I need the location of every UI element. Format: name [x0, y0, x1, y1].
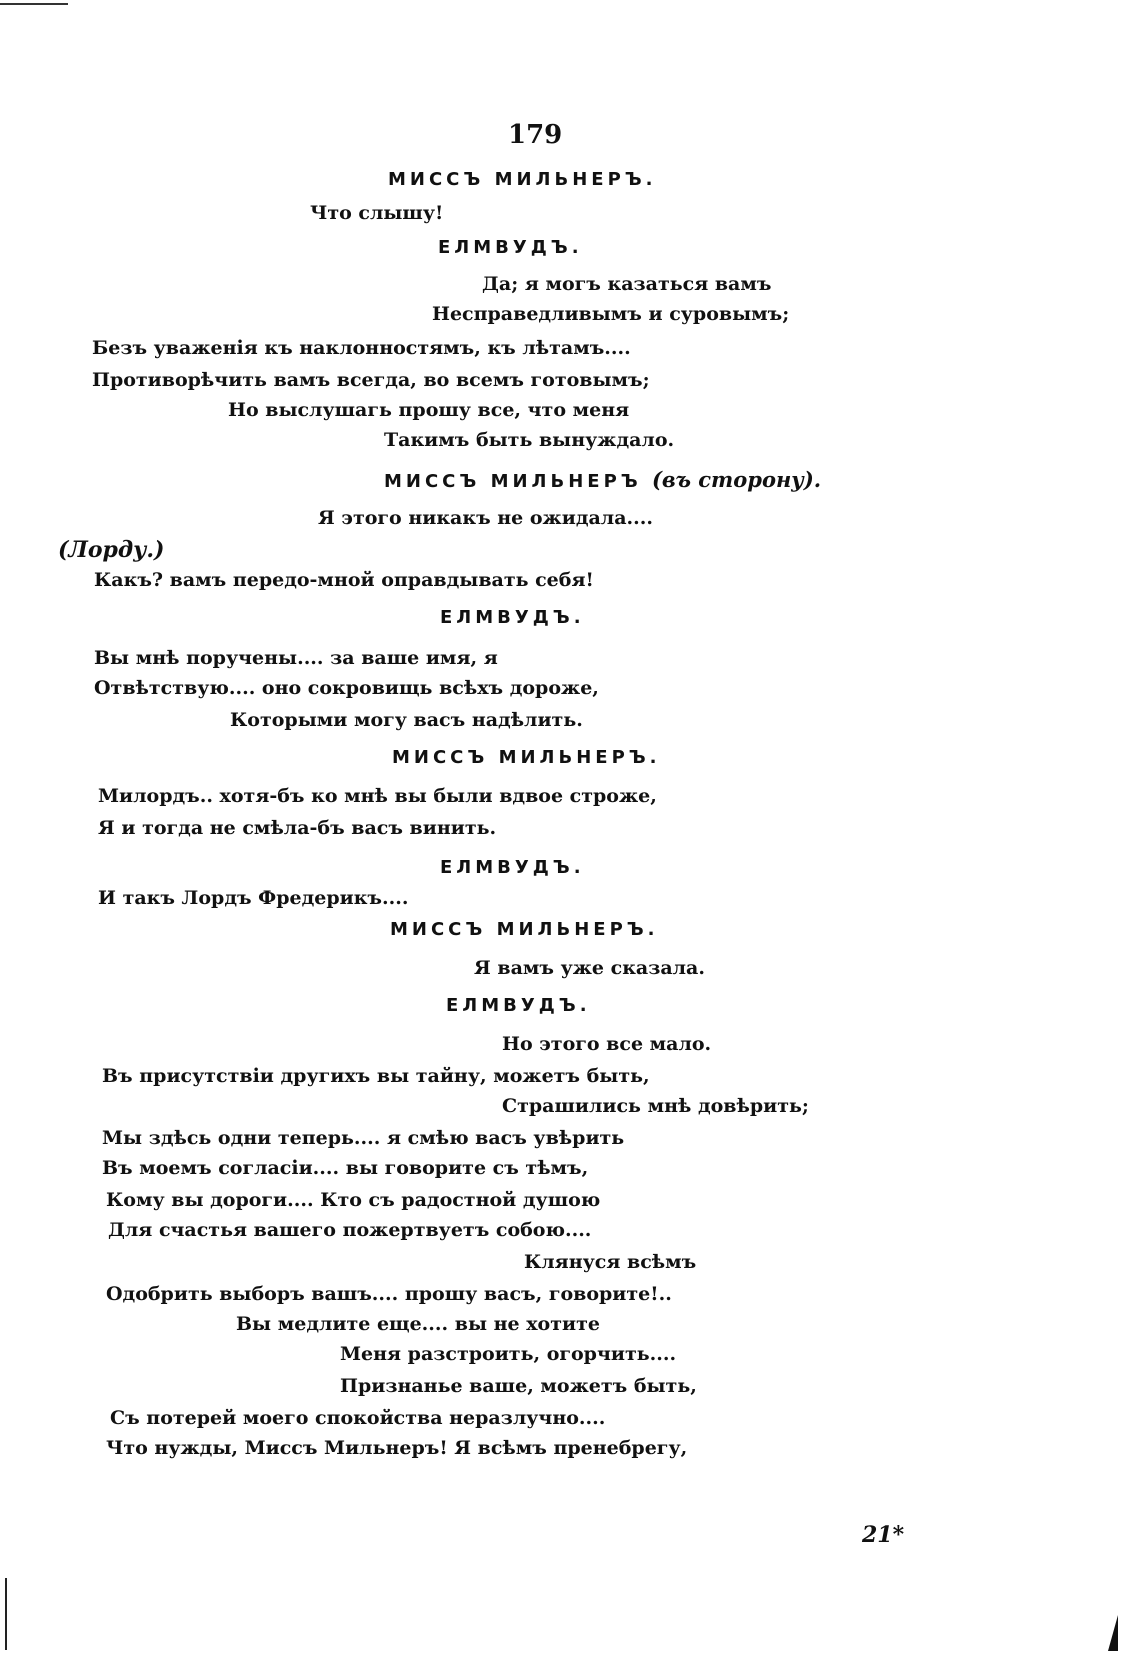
line-text: Страшились мнѣ довѣрить;	[502, 1095, 809, 1117]
speaker-name	[392, 746, 661, 770]
verse-line	[474, 956, 705, 980]
verse-line	[106, 1282, 672, 1306]
line-text: Я вамъ уже сказала.	[474, 957, 705, 979]
stage-direction: (въ сторону).	[651, 467, 822, 492]
line-text: Я этого никакъ не ожидала....	[318, 507, 653, 529]
speaker-name	[390, 918, 659, 942]
verse-line	[502, 1032, 711, 1056]
line-text: Милордъ.. хотя-бъ ко мнѣ вы были вдвое строже,	[98, 785, 657, 807]
verse-line	[108, 1218, 591, 1242]
top-rule	[0, 3, 68, 5]
line-text: Вы медлите еще.... вы не хотите	[236, 1313, 600, 1335]
verse-line	[110, 1406, 605, 1430]
verse-line	[228, 398, 629, 422]
verse-line	[236, 1312, 600, 1336]
line-text: Въ присутствіи другихъ вы тайну, можетъ быть,	[102, 1065, 650, 1087]
verse-line	[230, 708, 583, 732]
margin-bar	[5, 1578, 7, 1650]
speaker-name	[446, 994, 591, 1018]
line-text: Несправедливымъ и суровымъ;	[432, 303, 790, 325]
line-text: Безъ уваженія къ наклонностямъ, къ лѣтамъ....	[92, 337, 631, 359]
verse-line	[106, 1436, 687, 1460]
verse-line	[524, 1250, 696, 1274]
stage-direction	[58, 538, 164, 562]
verse-line	[92, 336, 631, 360]
verse-line	[98, 816, 496, 840]
line-text: Для счастья вашего пожертвуетъ собою....	[108, 1219, 592, 1241]
line-text: МИССЪ МИЛЬНЕРЪ.	[390, 919, 659, 940]
speaker-name	[440, 606, 585, 630]
verse-line	[94, 676, 599, 700]
line-text: Что слышу!	[310, 202, 444, 224]
corner-mark	[1108, 1615, 1118, 1651]
line-text: МИССЪ МИЛЬНЕРЪ.	[388, 169, 657, 190]
speaker-name	[388, 168, 657, 192]
line-text: Кому вы дороги.... Кто съ радостной душою	[106, 1189, 601, 1211]
line-text: И такъ Лордъ Фредерикъ....	[98, 887, 409, 909]
verse-line	[106, 1188, 600, 1212]
verse-line	[102, 1126, 624, 1150]
line-text: Мы здѣсь одни теперь.... я смѣю васъ увѣрить	[102, 1127, 625, 1149]
verse-line	[102, 1156, 588, 1180]
line-text: ЕЛМВУДЪ.	[440, 607, 585, 628]
line-text: МИССЪ МИЛЬНЕРЪ	[384, 471, 642, 492]
line-text: ЕЛМВУДЪ.	[438, 237, 583, 258]
verse-line	[384, 428, 674, 452]
line-text: Вы мнѣ поручены.... за ваше имя, я	[94, 647, 498, 669]
line-text: Съ потерей моего спокойства неразлучно....	[110, 1407, 606, 1429]
verse-line	[482, 272, 771, 296]
line-text: Одобрить выборъ вашъ.... прошу васъ, говорите!..	[106, 1283, 672, 1305]
verse-line	[432, 302, 789, 326]
verse-line	[502, 1094, 809, 1118]
verse-line	[340, 1374, 697, 1398]
line-text: Которыми могу васъ надѣлить.	[230, 709, 583, 731]
line-text: Я и тогда не смѣла-бъ васъ винить.	[98, 817, 497, 839]
verse-line	[340, 1342, 676, 1366]
line-text: Клянуся всѣмъ	[524, 1251, 697, 1273]
verse-line	[102, 1064, 650, 1088]
verse-line	[98, 784, 657, 808]
page-number: 179	[508, 120, 563, 150]
line-text: Отвѣтствую.... оно сокровищь всѣхъ дороже,	[94, 677, 599, 699]
line-text: Что нужды, Миссъ Мильнеръ! Я всѣмъ пренебрегу,	[106, 1437, 688, 1459]
verse-line	[94, 646, 498, 670]
line-text: Но выслушагь прошу все, что меня	[228, 399, 630, 421]
verse-line	[98, 886, 408, 910]
line-text: Да; я могъ казаться вамъ	[482, 273, 772, 295]
signature-mark: 21*	[862, 1522, 905, 1548]
line-text: ЕЛМВУДЪ.	[446, 995, 591, 1016]
verse-line	[310, 201, 443, 225]
speaker-name	[384, 468, 821, 494]
line-text: ЕЛМВУДЪ.	[440, 857, 585, 878]
line-text: Меня разстроить, огорчить....	[340, 1343, 677, 1365]
line-text: Такимъ быть вынуждало.	[384, 429, 675, 451]
line-text: (Лорду.)	[58, 537, 165, 563]
line-text: Признанье ваше, можетъ быть,	[340, 1375, 697, 1397]
verse-line	[94, 568, 594, 592]
speaker-name	[438, 236, 583, 260]
line-text: Противорѣчить вамъ всегда, во всемъ готовымъ;	[92, 369, 650, 391]
line-text: Какъ? вамъ передо-мной оправдывать себя!	[94, 569, 594, 591]
line-text: Въ моемъ согласіи.... вы говорите съ тѣмъ,	[102, 1157, 589, 1179]
line-text: Но этого все мало.	[502, 1033, 712, 1055]
verse-line	[318, 506, 653, 530]
verse-line	[92, 368, 650, 392]
line-text: МИССЪ МИЛЬНЕРЪ.	[392, 747, 661, 768]
speaker-name	[440, 856, 585, 880]
